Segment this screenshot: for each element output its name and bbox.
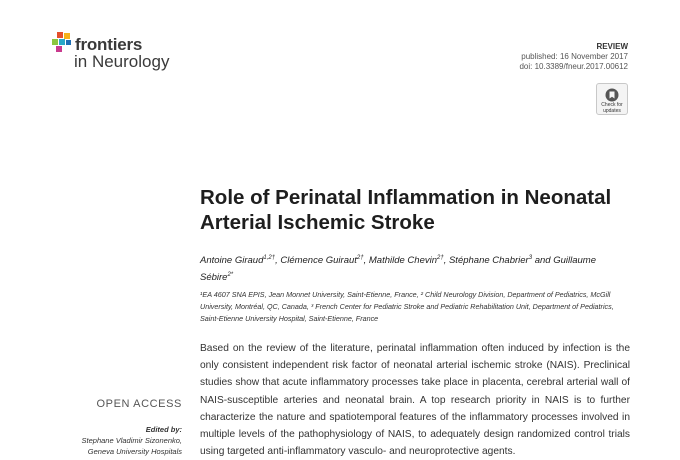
abstract-text: Based on the review of the literature, perinatal inflammation often induced by infection is the only consistent independent risk factor of neonatal arterial ischemic stroke (NAIS). Preclinical studies show that acute inflammatory processes take place in placenta, cerebral arterial wall of NAIS-susceptible arteries and neonatal brain. A top research priority in NAIS is to further characterize the nature and spatiotemporal features of the inflammatory processes involved in multiple levels of the pathophysiology of NAIS, to adequately design randomized control trials using targeted anti-inflammatory vasculo- and neuroprotective agents.	[200, 343, 630, 458]
doi-link[interactable]: doi: 10.3389/fneur.2017.00612	[519, 62, 628, 71]
bookmark-check-icon	[605, 88, 619, 102]
check-for-updates-button[interactable]	[596, 83, 628, 115]
published-date: published: 16 November 2017	[521, 52, 628, 61]
check-label-line-1: Check for	[601, 102, 623, 108]
journal-logo[interactable]	[52, 32, 232, 72]
journal-name: in Neurology	[74, 52, 170, 71]
editor-name[interactable]: Stephane Vladimir Sizonenko,	[81, 436, 182, 445]
author-name[interactable]: Antoine Giraud	[200, 255, 264, 267]
author-affiliation-marker: 2†	[356, 255, 364, 261]
author-affiliation-marker: 1,2†	[263, 255, 276, 261]
editor-affiliation: Geneva University Hospitals	[87, 447, 182, 456]
edited-by-label: Edited by:	[145, 425, 182, 434]
author-name[interactable]: Stéphane Chabrier	[448, 255, 529, 267]
article-meta	[519, 42, 628, 72]
frontiers-logo-icon	[52, 32, 74, 54]
author-affiliation-marker: 3	[528, 255, 533, 261]
article-type: REVIEW	[596, 42, 628, 51]
edited-by	[60, 424, 182, 457]
author-name[interactable]: Clémence Guiraut	[280, 255, 357, 267]
author-affiliation-marker: 2*	[227, 272, 234, 279]
author-list: Antoine Giraud$^{1,2\dagger}$, Clémence Guiraut$^{2\dagger}$, Mathilde Chevin$^{2\dagger}$, Stéphane Chabrier$^3$ and Guillaume Sébire$^{2*}$	[200, 255, 596, 284]
author-name[interactable]: Guillaume Sébire	[200, 255, 596, 284]
article-title: Role of Perinatal Inflammation in Neonatal Arterial Ischemic Stroke	[200, 186, 612, 234]
check-label-line-2: updates	[603, 108, 621, 114]
author-affiliation-marker: 2†	[437, 255, 444, 261]
author-name[interactable]: Mathilde Chevin	[368, 255, 437, 267]
logo-name: frontiers	[75, 35, 143, 54]
affiliations: ¹EA 4607 SNA EPIS, Jean Monnet University, Saint-Etienne, France, ² Child Neurology Division, Department of Pediatrics, McGill University, Montréal, QC, Canada, ³ French Center for Pediatric Stroke and Pediatric Rehabilitation Unit, Department of Pediatrics, Saint-Etienne University Hospital, Saint-Etienne, France	[200, 290, 614, 323]
open-access-label: OPEN ACCESS	[96, 398, 182, 410]
